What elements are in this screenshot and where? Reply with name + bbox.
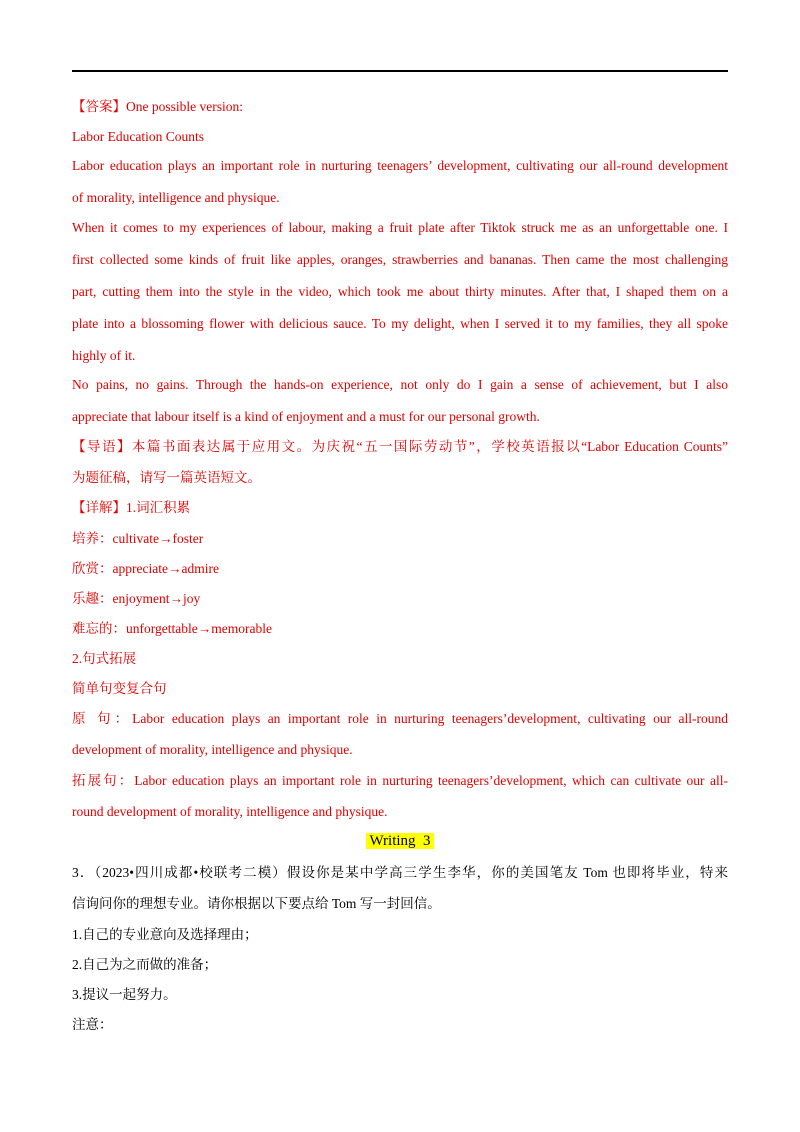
essay-p2-line: first collected some kinds of fruit like apples, oranges, strawberries and bananas. Then came the most challenging [72,252,728,267]
note-label: 注意： [72,1017,113,1032]
header-rule [72,70,728,72]
answer-label: 【答案】One possible version: [72,99,243,114]
writing-heading-text: Writing 3 [366,833,433,849]
guide-line: 为题征稿，请写一篇英语短文。 [72,470,261,485]
prompt-line: 3．（2023•四川成都•校联考二模）假设你是某中学高三学生李华，你的美国笔友 Tom 也即将毕业，特来 [72,865,728,880]
section-subheading: 简单句变复合句 [72,681,167,696]
original-sentence-line: 原 句：Labor education plays an important role in nurturing teenagers’development, cultivating our all-round [72,711,728,726]
original-sentence-line: development of morality, intelligence and physique. [72,742,353,757]
essay-p2-line: part, cutting them into the style in the video, which took me about thirty minutes. After that, I shaped them on a [72,284,728,299]
prompt-point: 1.自己的专业意向及选择理由； [72,927,258,942]
guide-line: 【导语】本篇书面表达属于应用文。为庆祝“五一国际劳动节”，学校英语报以“Labor Education Counts” [72,439,728,454]
writing-heading [72,831,728,851]
vocab-item: 乐趣：enjoyment→joy [72,591,201,606]
vocab-item: 培养：cultivate→foster [72,531,204,546]
expanded-sentence-line: round development of morality, intelligence and physique. [72,804,388,819]
essay-p3-line: appreciate that labour itself is a kind of enjoyment and a must for our personal growth. [72,409,540,424]
essay-p2-line: plate into a blossoming flower with delicious sauce. To my delight, when I served it to my families, they all spoke [72,316,728,331]
prompt-point: 3.提议一起努力。 [72,987,177,1002]
expanded-sentence-line: 拓展句：Labor education plays an important role in nurturing teenagers’development, which can cultivate our all- [72,773,728,788]
essay-p3-line: No pains, no gains. Through the hands-on experience, not only do I gain a sense of achievement, but I also [72,377,728,392]
prompt-line: 信询问你的理想专业。请你根据以下要点给 Tom 写一封回信。 [72,896,441,911]
essay-p2-line: When it comes to my experiences of labour, making a fruit plate after Tiktok struck me as an unforgettable one. I [72,220,728,235]
prompt-point: 2.自己为之而做的准备； [72,957,218,972]
section-heading: 2.句式拓展 [72,651,137,666]
essay-p1-line: Labor education plays an important role in nurturing teenagers’ development, cultivating our all-round development [72,158,728,173]
essay-title: Labor Education Counts [72,129,204,144]
vocab-item: 难忘的：unforgettable→memorable [72,621,272,636]
essay-p1-line: of morality, intelligence and physique. [72,190,280,205]
vocab-item: 欣赏：appreciate→admire [72,561,219,576]
essay-p2-line: highly of it. [72,348,136,363]
detail-heading: 【详解】1.词汇积累 [72,500,191,515]
